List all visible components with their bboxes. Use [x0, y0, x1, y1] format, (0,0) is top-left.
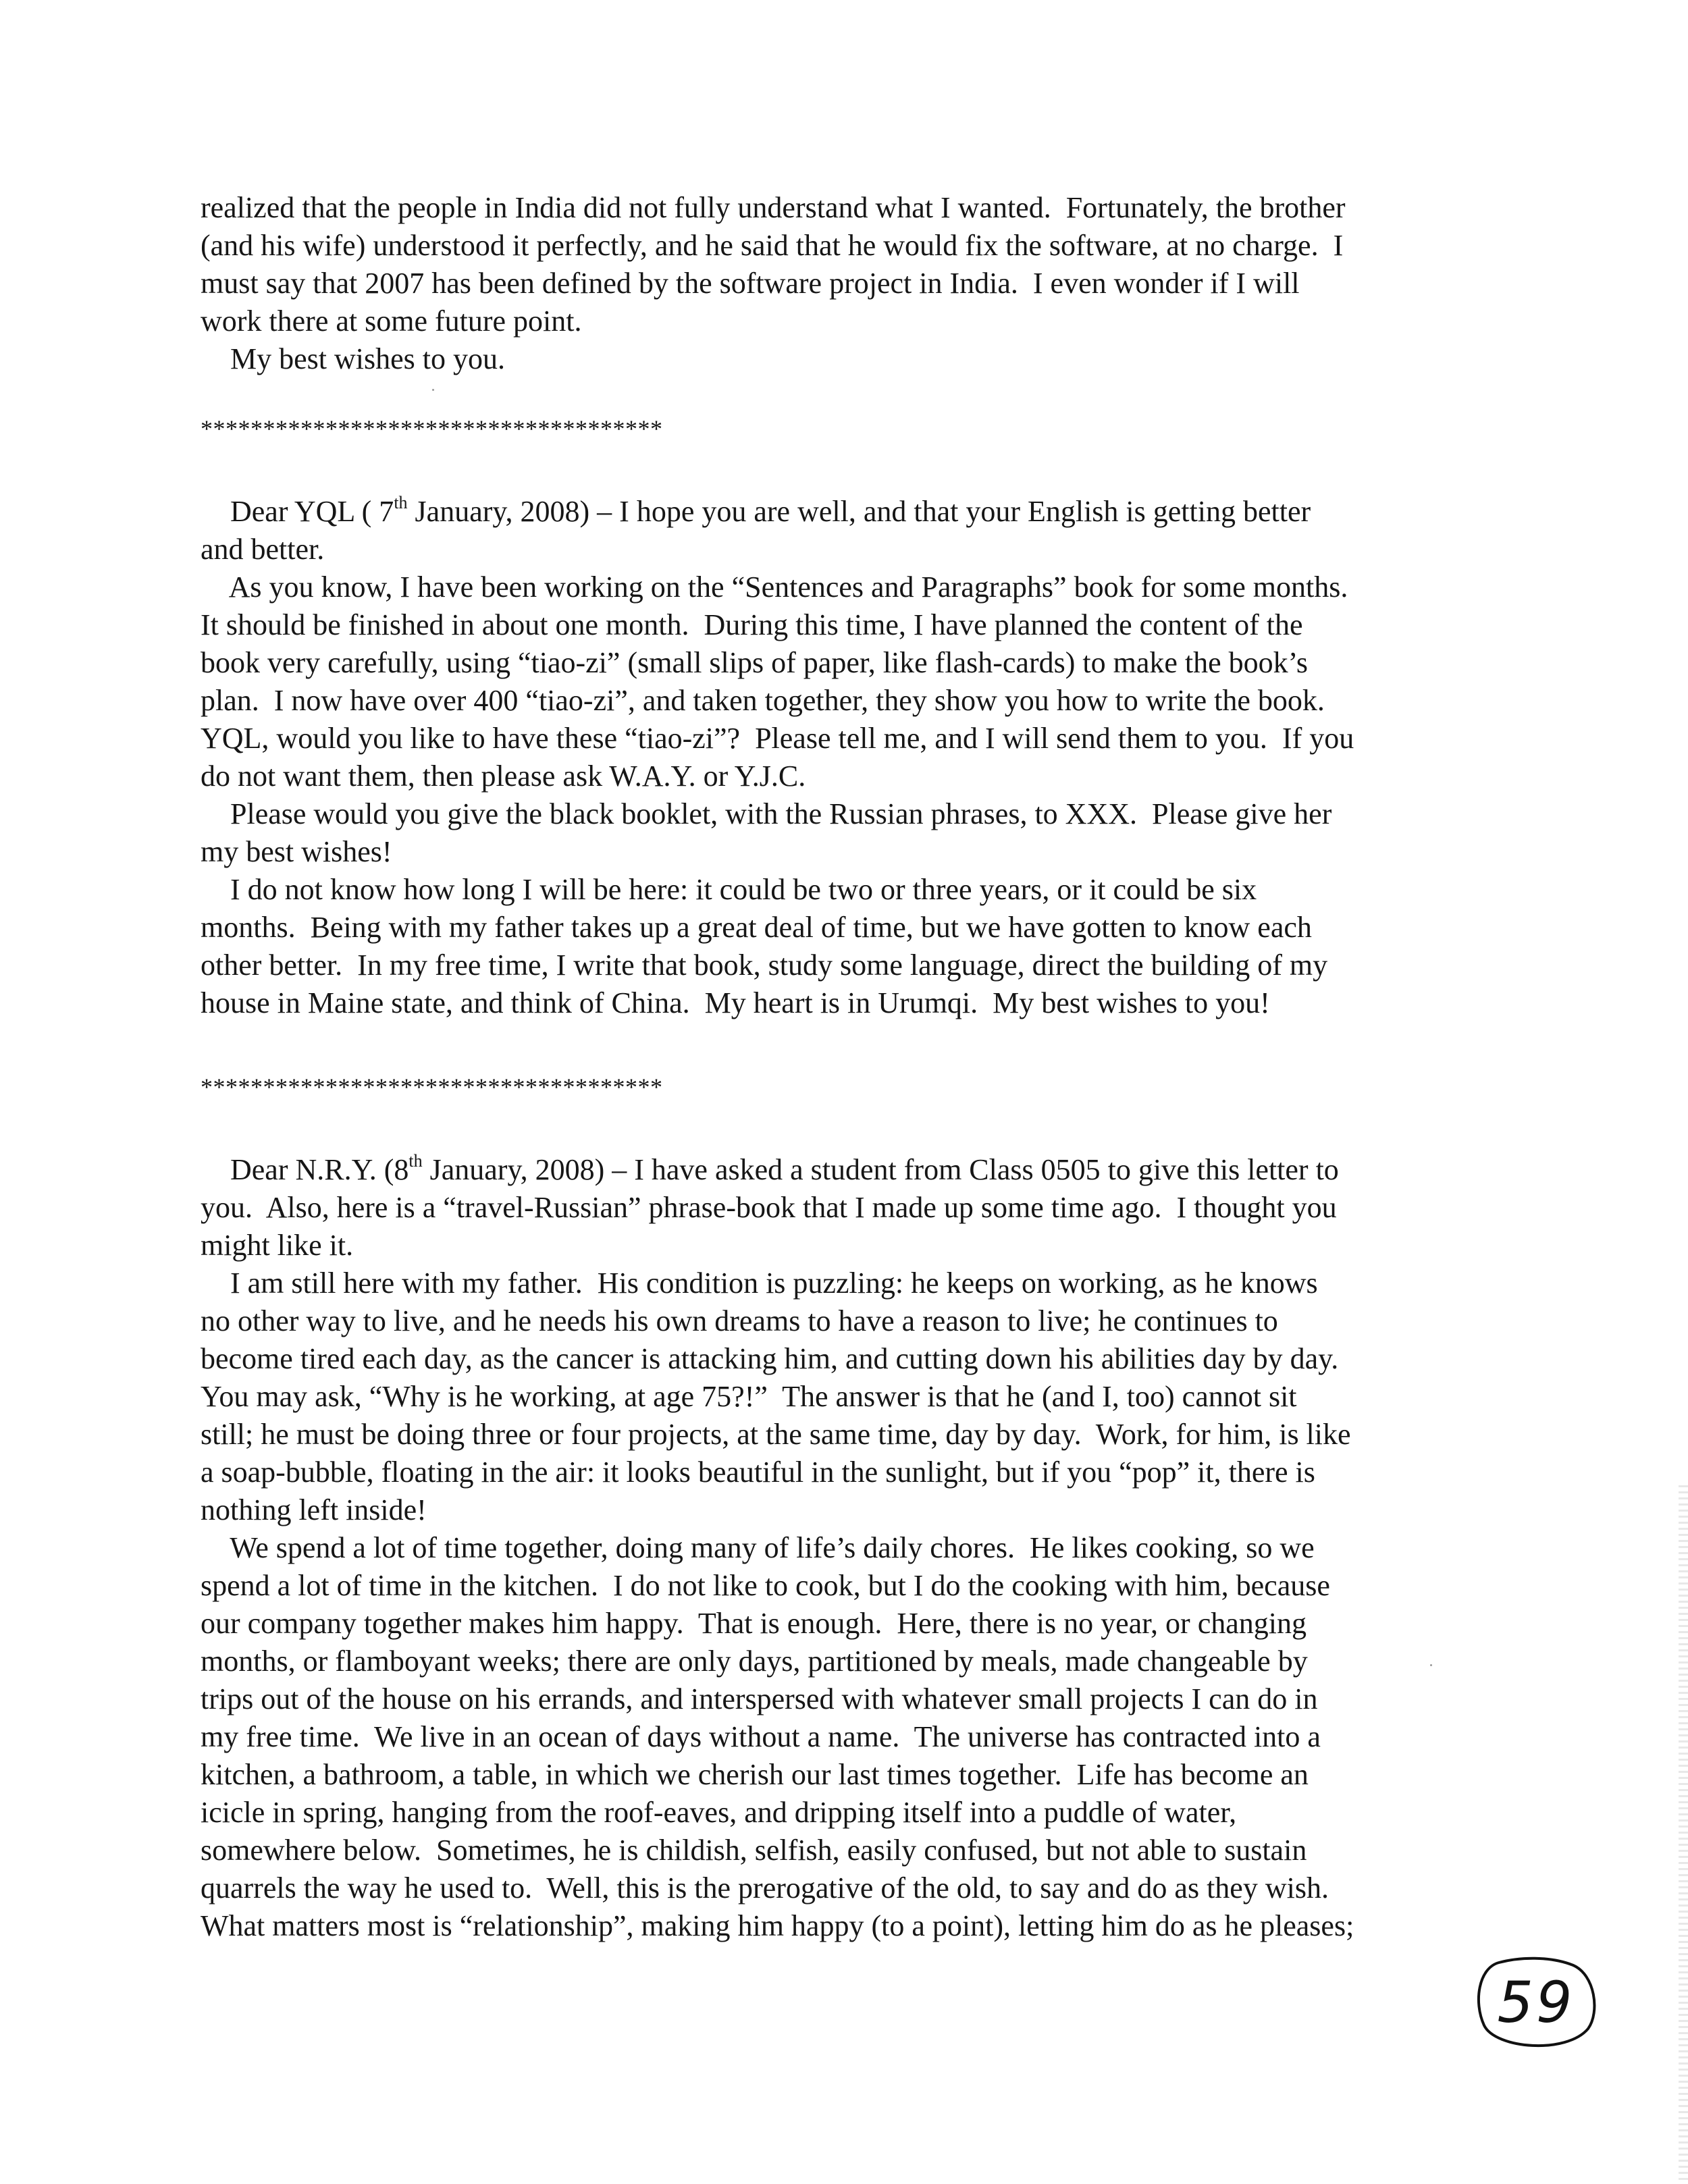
handwritten-page-number [1472, 1954, 1600, 2056]
text-line: months. Being with my father takes up a great deal of time, but we have gotten to know each [201, 911, 1312, 944]
scan-speck [1430, 1664, 1432, 1666]
text-line: What matters most is “relationship”, making him happy (to a point), letting him do as he pleases; [201, 1909, 1354, 1942]
text-line: We spend a lot of time together, doing many of life’s daily chores. He likes cooking, so we [201, 1531, 1315, 1564]
separator-2: ************************************* [201, 1073, 663, 1100]
greeting-rest: January, 2008) – I have asked a student from Class 0505 to give this letter to [422, 1153, 1339, 1186]
text-line: (and his wife) understood it perfectly, and he said that he would fix the software, at no charge. I [201, 229, 1344, 262]
text-line: might like it. [201, 1229, 354, 1262]
scan-speck [432, 389, 434, 391]
text-line: our company together makes him happy. That is enough. Here, there is no year, or changing [201, 1607, 1307, 1640]
text-line: I do not know how long I will be here: it could be two or three years, or it could be six [201, 873, 1257, 906]
text-line: no other way to live, and he needs his own dreams to have a reason to live; he continues to [201, 1304, 1278, 1337]
text-line: other better. In my free time, I write that book, study some language, direct the building of my [201, 949, 1328, 982]
text-line: As you know, I have been working on the “Sentences and Paragraphs” book for some months. [201, 570, 1348, 604]
text-line: quarrels the way he used to. Well, this is the prerogative of the old, to say and do as they wish. [201, 1871, 1329, 1905]
scan-edge-artifact [1679, 1485, 1688, 2184]
text-line: book very carefully, using “tiao-zi” (small slips of paper, like flash-cards) to make the book’s [201, 646, 1308, 679]
text-line: you. Also, here is a “travel-Russian” phrase-book that I made up some time ago. I thought you [201, 1191, 1337, 1224]
text-line: kitchen, a bathroom, a table, in which we cherish our last times together. Life has become an [201, 1758, 1309, 1791]
text-line: work there at some future point. [201, 304, 582, 338]
greeting-text: Dear YQL ( 7 [230, 495, 394, 528]
text-line: trips out of the house on his errands, and interspersed with whatever small projects I can do in [201, 1682, 1318, 1715]
text-line: My best wishes to you. [201, 342, 505, 375]
text-line: It should be finished in about one month. During this time, I have planned the content of the [201, 608, 1303, 641]
date-superscript: th [408, 1151, 423, 1171]
date-superscript: th [394, 493, 408, 513]
text-line: You may ask, “Why is he working, at age 75?!” The answer is that he (and I, too) cannot sit [201, 1380, 1297, 1413]
text-line: must say that 2007 has been defined by the software project in India. I even wonder if I will [201, 267, 1300, 300]
text-line: months, or flamboyant weeks; there are only days, partitioned by meals, made changeable by [201, 1645, 1308, 1678]
text-line: Please would you give the black booklet, with the Russian phrases, to XXX. Please give her [201, 797, 1332, 830]
text-line: still; he must be doing three or four projects, at the same time, day by day. Work, for him, is like [201, 1418, 1351, 1451]
page-number-circle [1472, 1954, 1600, 2056]
text-line: my free time. We live in an ocean of days without a name. The universe has contracted into a [201, 1720, 1321, 1753]
text-line: become tired each day, as the cancer is attacking him, and cutting down his abilities day by day. [201, 1342, 1339, 1375]
letter-greeting [201, 1151, 1339, 1189]
text-line: nothing left inside! [201, 1493, 427, 1526]
text-line: house in Maine state, and think of China. My heart is in Urumqi. My best wishes to you! [201, 986, 1270, 1019]
text-line: I am still here with my father. His condition is puzzling: he keeps on working, as he knows [201, 1267, 1318, 1300]
text-line: spend a lot of time in the kitchen. I do not like to cook, but I do the cooking with him, because [201, 1569, 1330, 1602]
page-number-text: 59 [1497, 1969, 1575, 2035]
letter-greeting [201, 493, 1311, 531]
text-line: a soap-bubble, floating in the air: it looks beautiful in the sunlight, but if you “pop” it, there is [201, 1456, 1315, 1489]
text-line: my best wishes! [201, 835, 392, 868]
greeting-rest: January, 2008) – I hope you are well, and that your English is getting better [407, 495, 1311, 528]
text-line: somewhere below. Sometimes, he is childish, selfish, easily confused, but not able to sustain [201, 1834, 1307, 1867]
greeting-text: Dear N.R.Y. (8 [230, 1153, 409, 1186]
separator-1: ************************************* [201, 415, 663, 442]
text-line: realized that the people in India did not fully understand what I wanted. Fortunately, the brother [201, 191, 1346, 224]
text-line: YQL, would you like to have these “tiao-zi”? Please tell me, and I will send them to you. If you [201, 722, 1354, 755]
text-line: icicle in spring, hanging from the roof-eaves, and dripping itself into a puddle of water, [201, 1796, 1237, 1829]
text-line: do not want them, then please ask W.A.Y. or Y.J.C. [201, 760, 806, 793]
text-line: plan. I now have over 400 “tiao-zi”, and taken together, they show you how to write the book. [201, 684, 1325, 717]
text-line: and better. [201, 533, 325, 566]
